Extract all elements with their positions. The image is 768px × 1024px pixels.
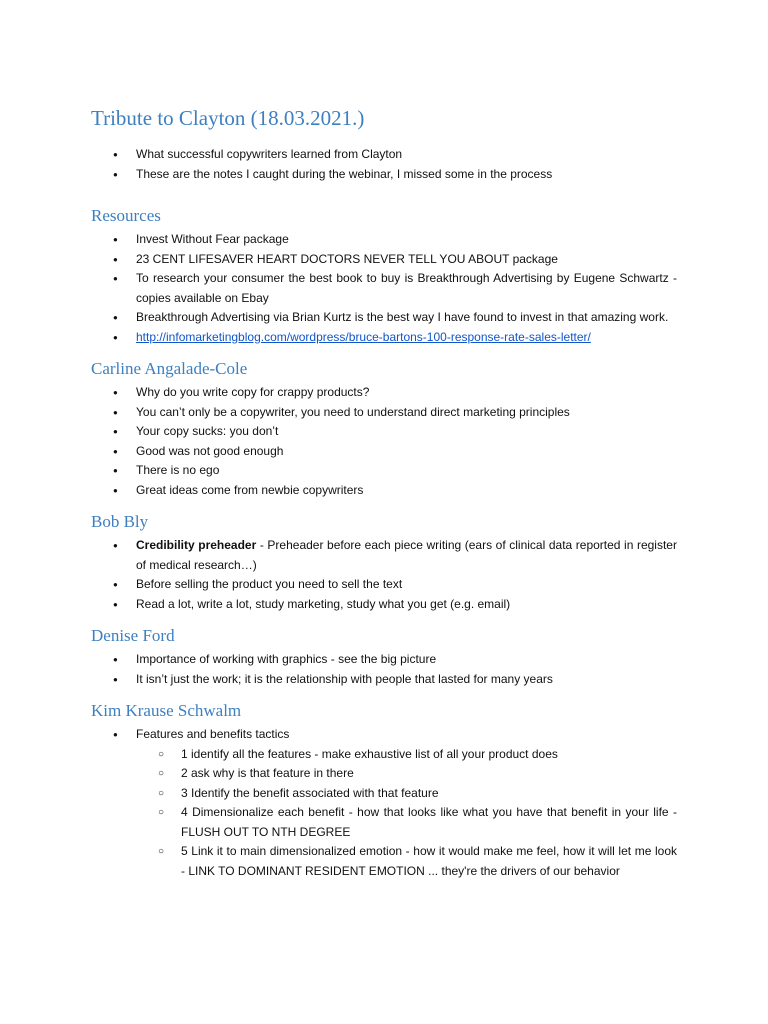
resources-list: [91, 230, 677, 347]
bullet-icon: ●: [113, 427, 118, 436]
list-item: ● Credibility preheader - Preheader before each piece writing (ears of clinical data reported in register of medical research…): [113, 538, 677, 572]
sub-list-item: ○ 4 Dimensionalize each benefit - how that looks like what you have that benefit in your life - FLUSH OUT TO NTH DEGREE: [158, 805, 677, 839]
section-heading-resources: Resources: [91, 206, 161, 225]
list-item: [91, 328, 677, 348]
bullet-icon: ●: [113, 332, 118, 342]
list-item: ● Importance of working with graphics - see the big picture: [91, 650, 677, 670]
list-item: ● Your copy sucks: you don’t: [91, 422, 677, 442]
kim-sublist: [91, 745, 677, 882]
denise-list: [91, 650, 677, 689]
list-item: ● Before selling the product you need to sell the text: [91, 575, 677, 595]
list-item: ● Good was not good enough: [91, 442, 677, 462]
bullet-icon: ●: [113, 580, 118, 589]
intro-list: [91, 145, 677, 184]
sub-list-item: ○ 5 Link it to main dimensionalized emotion - how it would make me feel, how it will let me look - LINK TO DOMINANT RESIDENT EMOTION ... they're the drivers of our behavior: [158, 844, 677, 878]
list-item: ● To research your consumer the best book to buy is Breakthrough Advertising by Eugene Schwartz - copies available on Ebay: [113, 271, 677, 305]
carline-list: [91, 383, 677, 500]
list-item: ● Features and benefits tactics: [91, 725, 677, 745]
bullet-icon: ●: [113, 466, 118, 475]
list-item: ● Breakthrough Advertising via Brian Kurtz is the best way I have found to invest in that amazing work.: [91, 308, 677, 328]
sub-list-item: ○ 2 ask why is that feature in there: [91, 764, 677, 784]
document-content: [91, 104, 677, 881]
bullet-icon: ●: [113, 235, 118, 244]
bullet-icon: ●: [113, 730, 118, 739]
section-heading-kim: Kim Krause Schwalm: [91, 701, 242, 720]
list-item: ● There is no ego: [91, 461, 677, 481]
section-heading-carline: Carline Angalade-Cole: [91, 359, 248, 378]
document-title: Tribute to Clayton (18.03.2021.): [91, 106, 365, 130]
hollow-bullet-icon: ○: [158, 748, 165, 760]
list-item: ● Read a lot, write a lot, study marketing, study what you get (e.g. email): [91, 595, 677, 615]
hollow-bullet-icon: ○: [158, 807, 165, 818]
hollow-bullet-icon: ○: [158, 787, 165, 799]
bullet-icon: ●: [113, 254, 118, 264]
bullet-icon: ●: [113, 485, 118, 495]
bold-term: Credibility preheader: [136, 538, 257, 552]
bullet-icon: ●: [113, 150, 118, 159]
list-item: ● Why do you write copy for crappy products?: [91, 383, 677, 403]
list-item: ● You can’t only be a copywriter, you need to understand direct marketing principles: [91, 403, 677, 423]
hollow-bullet-icon: ○: [158, 846, 165, 857]
sub-list-item: ○ 1 identify all the features - make exhaustive list of all your product does: [91, 745, 677, 765]
bullet-icon: ●: [113, 674, 118, 684]
bob-list: [91, 536, 677, 614]
list-item: ● Great ideas come from newbie copywriters: [91, 481, 677, 501]
bullet-icon: ●: [113, 655, 118, 664]
bullet-icon: ●: [113, 388, 118, 397]
section-heading-bob: Bob Bly: [91, 512, 149, 531]
hollow-bullet-icon: ○: [158, 768, 165, 779]
bullet-icon: ●: [113, 313, 118, 322]
bullet-icon: ●: [113, 274, 118, 283]
list-item: ● These are the notes I caught during the webinar, I missed some in the process: [91, 165, 677, 185]
list-item: ● What successful copywriters learned from Clayton: [91, 145, 677, 165]
bullet-icon: ●: [113, 407, 118, 417]
list-item: ● It isn’t just the work; it is the relationship with people that lasted for many years: [91, 670, 677, 690]
kim-list: [91, 725, 677, 745]
list-item: ● 23 CENT LIFESAVER HEART DOCTORS NEVER TELL YOU ABOUT package: [91, 250, 677, 270]
bullet-icon: ●: [113, 169, 118, 179]
sub-list-item: ○ 3 Identify the benefit associated with that feature: [91, 784, 677, 804]
bullet-icon: ●: [113, 599, 118, 609]
bullet-icon: ●: [113, 541, 118, 550]
list-item: ● Invest Without Fear package: [91, 230, 677, 250]
section-heading-denise: Denise Ford: [91, 626, 175, 645]
bullet-icon: ●: [113, 446, 118, 456]
resource-link[interactable]: http://infomarketingblog.com/wordpress/bruce-bartons-100-response-rate-sales-letter/: [136, 329, 591, 344]
